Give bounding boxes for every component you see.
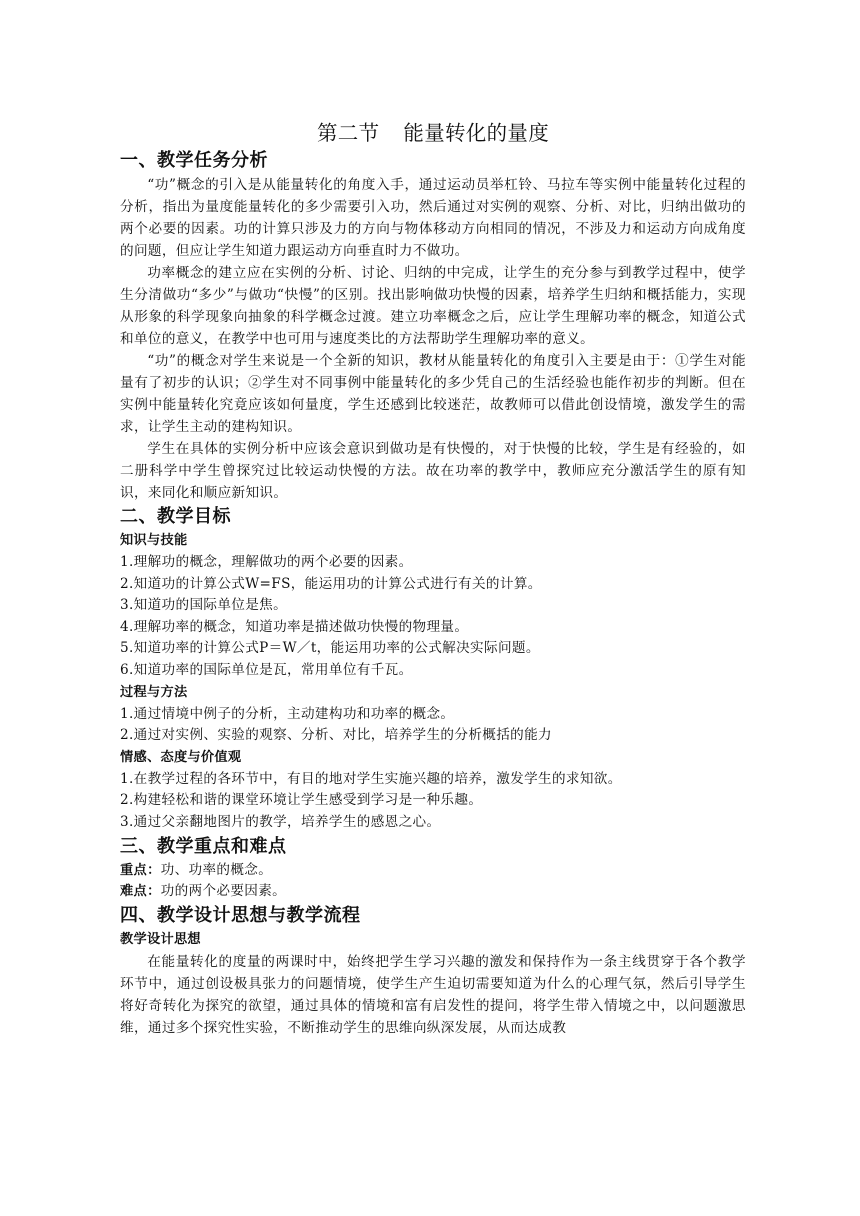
section-heading-design: 四、教学设计思想与教学流程	[120, 904, 361, 926]
paragraph: 在能量转化的度量的两课时中，始终把学生学习兴趣的激发和保持作为一条主线贯穿于各个教学环节中，通过创设极具张力的问题情境，使学生产生迫切需要知道为什么的心理气氛，然后引导学生将好奇转化为探究的欲望，通过具体的情境和富有启发性的提问，将学生带入情境之中，以问题激思维，通过多个探究性实验，不断推动学生的思维向纵深发展，从而达成教	[120, 953, 746, 1036]
document-body	[120, 118, 746, 1039]
list-item: 3.通过父亲翻地图片的教学，培养学生的感恩之心。	[120, 813, 441, 830]
section-heading-task-analysis: 一、教学任务分析	[120, 150, 268, 171]
subheading-design-idea: 教学设计思想	[120, 931, 201, 947]
list-item: 1.理解功的概念，理解做功的两个必要的因素。	[120, 554, 413, 570]
paragraph: 学生在具体的实例分析中应该会意识到做功是有快慢的，对于快慢的比较，学生是有经验的，如二册科学中学生曾探究过比较运动快慢的方法。故在功率的教学中，教师应充分激活学生的原有知识，来同化和顺应新知识。	[120, 441, 746, 501]
list-item: 5.知道功率的计算公式P＝W／t，能运用功率的公式解决实际问题。	[120, 640, 540, 657]
subheading-emotion: 情感、态度与价值观	[120, 749, 242, 765]
difficulty-point	[120, 881, 746, 903]
subheading-process: 过程与方法	[120, 684, 188, 700]
list-item: 6.知道功率的国际单位是瓦，常用单位有千瓦。	[120, 661, 413, 678]
key-point	[120, 860, 746, 882]
section-heading-key-points: 三、教学重点和难点	[120, 835, 287, 857]
title-name: 能量转化的量度	[403, 121, 549, 145]
page-title	[120, 118, 746, 148]
list-item: 2.知道功的计算公式W=FS，能运用功的计算公式进行有关的计算。	[120, 575, 542, 592]
list-item: 2.通过对实例、实验的观察、分析、对比，培养学生的分析概括的能力	[120, 727, 552, 744]
difficulty-label: 难点：	[120, 884, 161, 900]
paragraph: “功”的概念对学生来说是一个全新的知识，教材从能量转化的角度引入主要是由于：①学生对能量有了初步的认识；②学生对不同事例中能量转化的多少凭自己的生活经验也能作初步的判断。但在实例中能量转化究竟应该如何量度，学生还感到比较迷茫，故教师可以借此创设情境，激发学生的需求，让学生主动的建构知识。	[120, 353, 746, 435]
difficulty-text: 功的两个必要因素。	[160, 883, 287, 900]
list-item: 2.构建轻松和谐的课堂环境让学生感受到学习是一种乐趣。	[120, 792, 483, 809]
section-heading-objectives: 二、教学目标	[120, 506, 231, 527]
list-item: 3.知道功的国际单位是焦。	[120, 597, 288, 614]
subheading-knowledge: 知识与技能	[120, 533, 188, 548]
list-item: 4.理解功率的概念，知道功率是描述做功快慢的物理量。	[120, 618, 469, 635]
key-point-text: 功、功率的概念。	[160, 861, 273, 878]
list-item: 1.通过情境中例子的分析，主动建构功和功率的概念。	[120, 705, 455, 722]
title-prefix: 第二节	[316, 121, 380, 145]
list-item: 1.在教学过程的各环节中，有目的地对学生实施兴趣的培养，激发学生的求知欲。	[120, 770, 622, 787]
key-point-label: 重点：	[120, 862, 161, 878]
paragraph: 功率概念的建立应在实例的分析、讨论、归纳的中完成，让学生的充分参与到教学过程中，使学生分清做功“多少”与做功“快慢”的区别。找出影响做功快慢的因素，培养学生归纳和概括能力，实现从形象的科学现象向抽象的科学概念过渡。建立功率概念之后，应让学生理解功率的概念，知道公式和单位的意义，在教学中也可用与速度类比的方法帮助学生理解功率的意义。	[120, 265, 746, 347]
paragraph: “功”概念的引入是从能量转化的角度入手，通过运动员举杠铃、马拉车等实例中能量转化过程的分析，指出为量度能量转化的多少需要引入功，然后通过对实例的观察、分析、对比，归纳出做功的两个必要的因素。功的计算只涉及力的方向与物体移动方向相同的情况，不涉及力和运动方向成角度的问题，但应让学生知道力跟运动方向垂直时力不做功。	[120, 177, 746, 259]
